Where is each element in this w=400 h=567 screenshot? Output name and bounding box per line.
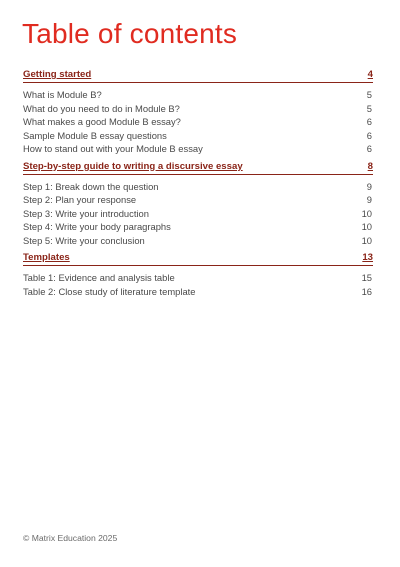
toc-entry-label: What makes a good Module B essay? xyxy=(23,116,181,127)
toc-entry-label: Sample Module B essay questions xyxy=(23,129,167,141)
toc-entry-page: 15 xyxy=(361,272,372,283)
toc-entry[interactable] xyxy=(23,271,373,285)
toc-section-heading[interactable] xyxy=(23,161,373,175)
toc-entry[interactable] xyxy=(23,180,373,194)
section-heading-label: Step-by-step guide to writing a discursive essay xyxy=(23,160,243,172)
table-of-contents xyxy=(23,69,373,303)
toc-entry-page: 16 xyxy=(361,285,372,297)
toc-entry[interactable] xyxy=(23,234,373,248)
toc-entry-page: 6 xyxy=(366,143,372,154)
toc-entry-label: Step 2: Plan your response xyxy=(23,194,137,205)
toc-entry-label: What is Module B? xyxy=(23,89,102,100)
section-page-number: 8 xyxy=(367,160,373,172)
toc-section-templates xyxy=(23,252,373,298)
toc-section-heading[interactable] xyxy=(23,252,373,266)
toc-entry[interactable] xyxy=(23,102,373,116)
toc-entry-label: Step 5: Write your conclusion xyxy=(23,234,145,246)
section-heading-label: Getting started xyxy=(23,69,92,80)
toc-entry-page: 5 xyxy=(366,102,372,114)
toc-entry-label: Table 2: Close study of literature template xyxy=(23,285,196,297)
toc-entry[interactable] xyxy=(23,142,373,156)
toc-entry[interactable] xyxy=(23,129,373,143)
toc-entry[interactable] xyxy=(23,193,373,207)
toc-entry-page: 9 xyxy=(366,194,372,205)
toc-entry-label: How to stand out with your Module B essay xyxy=(23,143,203,154)
toc-entry-page: 9 xyxy=(366,180,372,192)
toc-entry-page: 10 xyxy=(361,207,372,219)
page-title: Table of contents xyxy=(22,18,238,49)
toc-entry[interactable] xyxy=(23,220,373,234)
toc-entry-page: 10 xyxy=(361,221,372,232)
toc-entry-page: 6 xyxy=(366,129,372,141)
toc-section-step-by-step xyxy=(23,161,373,248)
toc-entry[interactable] xyxy=(23,285,373,299)
section-heading-label: Templates xyxy=(23,252,70,263)
toc-entry-label: Step 1: Break down the question xyxy=(23,180,159,192)
toc-entry-label: Step 4: Write your body paragraphs xyxy=(23,221,171,232)
toc-entry[interactable] xyxy=(23,115,373,129)
toc-entry-label: What do you need to do in Module B? xyxy=(23,102,180,114)
toc-entry-page: 6 xyxy=(366,116,372,127)
toc-entry[interactable] xyxy=(23,88,373,102)
toc-entry[interactable] xyxy=(23,207,373,221)
toc-entry-page: 10 xyxy=(361,234,372,246)
section-page-number: 4 xyxy=(367,69,373,80)
toc-entry-label: Step 3: Write your introduction xyxy=(23,207,149,219)
toc-entry-page: 5 xyxy=(366,89,372,100)
toc-entry-label: Table 1: Evidence and analysis table xyxy=(23,272,175,283)
toc-section-heading[interactable] xyxy=(23,69,373,83)
toc-section-getting-started xyxy=(23,69,373,156)
copyright-footer: © Matrix Education 2025 xyxy=(23,533,118,543)
section-page-number: 13 xyxy=(362,252,373,263)
